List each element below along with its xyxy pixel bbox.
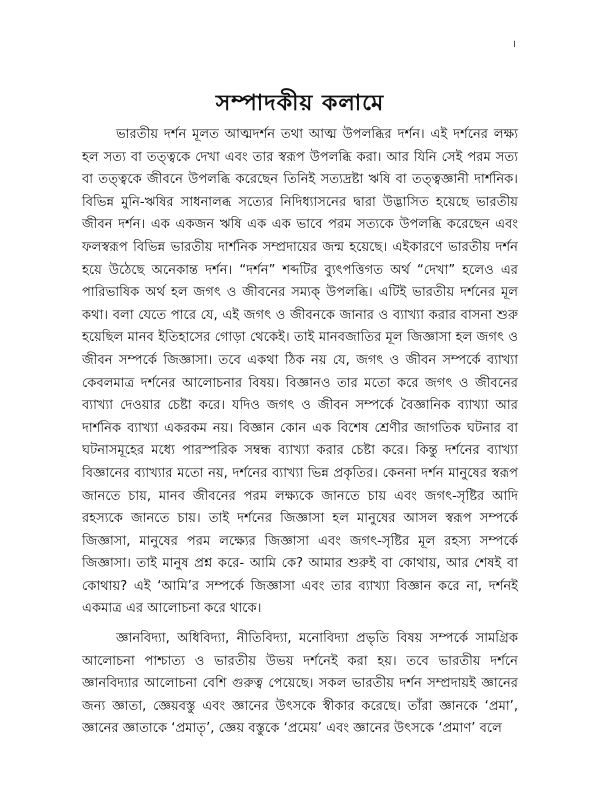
page-title: সম্পাদকীয় কলামে [215, 91, 385, 116]
page-mark: । [512, 39, 516, 50]
paragraph-1: ভারতীয় দর্শন মূলত আত্মদর্শন তথা আত্ম উপলব্ধির দর্শন। এই দর্শনের লক্ষ্য হল সত্য বা তত্ত্বকে দেখা এবং তার স্বরূপ উপলব্ধি করা। আর যিনি সেই পরম সত্য বা তত্ত্বকে জীবনে উপলব্ধি করেছেন তিনিই সত্যদ্রষ্টা ঋষি বা তত্ত্বজ্ঞানী দার্শনিক। বিভিন্ন মুনি-ঋষির সাধনালব্ধ সত্যের নিদিধ্যাসনের দ্বারা উদ্ভাসিত হয়েছে ভারতীয় জীবন দর্শন। এক একজন ঋষি এক এক ভাবে পরম সত্যকে উপলব্ধি করেছেন এবং ফলস্বরূপ বিভিন্ন ভারতীয় দার্শনিক সম্প্রদায়ের জন্ম হয়েছে। এইকারণে ভারতীয় দর্শন হয়ে উঠেছে অনেকান্ত দর্শন। “দর্শন” শব্দটির ব্যুৎপত্তিগত অর্থ “দেখা” হলেও এর পারিভাষিক অর্থ হল জগৎ ও জীবনের সম্যক্ উপলব্ধি। এটিই ভারতীয় দর্শনের মূল কথা। বলা যেতে পারে যে, এই জগৎ ও জীবনকে জানার ও ব্যাখ্যা করার বাসনা শুরু হয়েছিল মানব ইতিহাসের গোড়া থেকেই। তাই মানবজাতির মূল জিজ্ঞাসা হল জগৎ ও জীবন সম্পর্কে জিজ্ঞাসা। তবে একথা ঠিক নয় যে, জগৎ ও জীবন সম্পর্কে ব্যাখ্যা কেবলমাত্র দর্শনের আলোচনার বিষয়। বিজ্ঞানও তার মতো করে জগৎ ও জীবনের ব্যাখ্যা দেওয়ার চেষ্টা করে। যদিও জগৎ ও জীবন সম্পর্কে বৈজ্ঞানিক ব্যাখ্যা আর দার্শনিক ব্যাখ্যা একরকম নয়। বিজ্ঞান কোন এক বিশেষ শ্রেণীর জাগতিক ঘটনার বা ঘটনাসমূহের মধ্যে পারস্পরিক সম্বন্ধ ব্যাখ্যা করার চেষ্টা করে। কিন্তু দর্শনের ব্যাখ্যা বিজ্ঞানের ব্যাখ্যার মতো নয়, দর্শনের ব্যাখ্যা ভিন্ন প্রকৃতির। কেননা দর্শন মানুষের স্বরূপ জানতে চায়, মানব জীবনের পরম লক্ষ্যকে জানতে চায় এবং জগৎ-সৃষ্টির আদি রহস্যকে জানতে চায়। তাই দর্শনের জিজ্ঞাসা হল মানুষের আসল স্বরূপ সম্পর্কে জিজ্ঞাসা, মানুষের পরম লক্ষ্যের জিজ্ঞাসা এবং জগৎ-সৃষ্টির মূল রহস্য সম্পর্কে জিজ্ঞাসা। তাই মানুষ প্রশ্ন করে- আমি কে? আমার শুরুই বা কোথায়, আর শেষই বা কোথায়? এই ‘আমি’র সম্পর্কে জিজ্ঞাসা এবং তার ব্যাখ্যা বিজ্ঞান করে না, দর্শনই একমাত্র এর আলোচনা করে থাকে। [82, 127, 518, 617]
paragraph-2: জ্ঞানবিদ্যা, অধিবিদ্যা, নীতিবিদ্যা, মনোবিদ্যা প্রভৃতি বিষয় সম্পর্কে সামগ্রিক আলোচনা পাশ্চাত্য ও ভারতীয় উভয় দর্শনেই করা হয়। তবে ভারতীয় দর্শনে জ্ঞানবিদ্যার আলোচনা বেশি গুরুত্ব পেয়েছে। সকল ভারতীয় দর্শন সম্প্রদায়ই জ্ঞানের জন্য জ্ঞাতা, জ্ঞেয়বস্তু এবং জ্ঞানের উৎসকে স্বীকার করেছে। তাঁরা জ্ঞানকে ‘প্রমা’, জ্ঞানের জ্ঞাতাকে ‘প্রমাতৃ’, জ্ঞেয় বস্তুকে ‘প্রমেয়’ এবং জ্ঞানের উৎসকে ‘প্রমাণ’ বলে [82, 631, 518, 737]
body-text [82, 124, 518, 741]
